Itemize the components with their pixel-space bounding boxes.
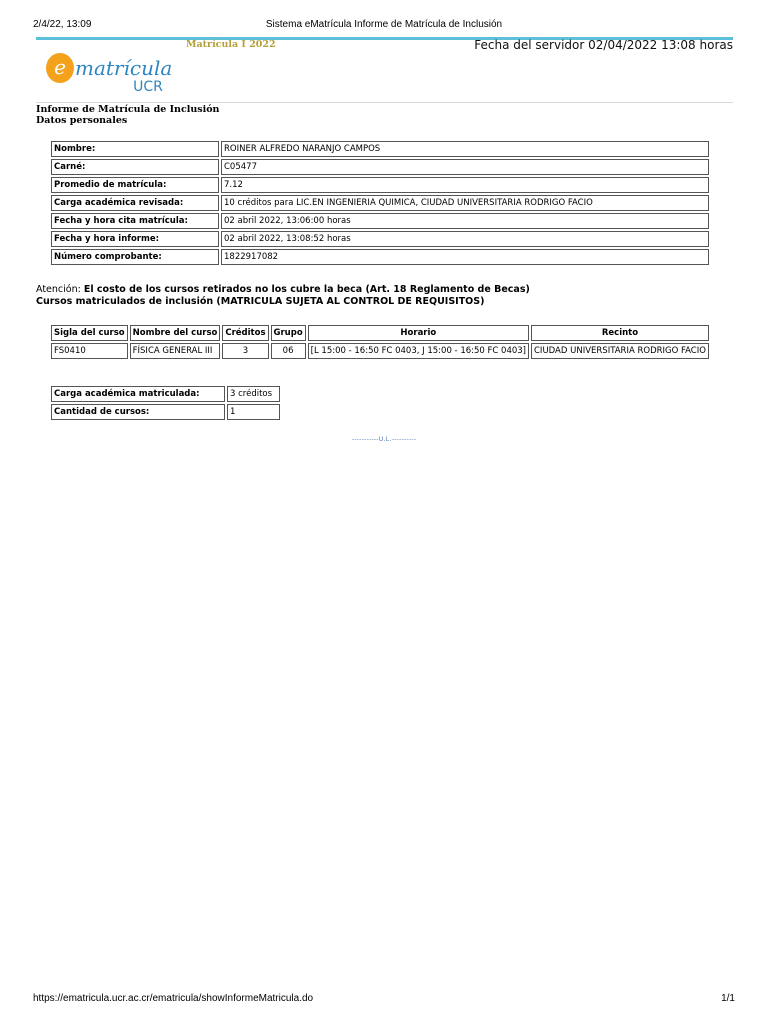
page-number: 1/1 (721, 993, 735, 1004)
course-cell: CIUDAD UNIVERSITARIA RODRIGO FACIO (531, 343, 709, 359)
ematricula-logo (44, 50, 184, 94)
personal-value: 02 abril 2022, 13:06:00 horas (221, 213, 709, 229)
personal-label: Fecha y hora informe: (51, 231, 219, 247)
logo-wordmark: matrícula (75, 56, 173, 80)
personal-row (51, 141, 709, 157)
server-datetime: Fecha del servidor 02/04/2022 13:08 horas (474, 38, 733, 52)
print-title: Sistema eMatrícula Informe de Matrícula de Inclusión (265, 19, 503, 30)
page-url: https://ematricula.ucr.ac.cr/ematricula/showInformeMatricula.do (33, 993, 314, 1004)
personal-label: Carné: (51, 159, 219, 175)
course-column-header: Sigla del curso (51, 325, 128, 341)
courses-heading: Cursos matriculados de inclusión (MATRICULA SUJETA AL CONTROL DE REQUISITOS) (36, 296, 485, 307)
course-column-header: Recinto (531, 325, 709, 341)
svg-text:e: e (54, 55, 66, 79)
personal-data-table (49, 139, 711, 267)
course-column-header: Horario (308, 325, 529, 341)
summary-table (49, 384, 282, 422)
footer-mark: -----------U.L.---------- (351, 436, 417, 443)
personal-value: C05477 (221, 159, 709, 175)
attention-text: El costo de los cursos retirados no los cubre la beca (Art. 18 Reglamento de Becas) (83, 284, 530, 295)
personal-value: 10 créditos para LIC.EN INGENIERIA QUIMICA, CIUDAD UNIVERSITARIA RODRIGO FACIO (221, 195, 709, 211)
course-row (51, 343, 709, 359)
print-datetime: 2/4/22, 13:09 (33, 19, 92, 30)
semester-label: Matrícula I 2022 (186, 39, 276, 50)
summary-value: 1 (227, 404, 280, 420)
summary-label: Carga académica matriculada: (51, 386, 225, 402)
personal-row (51, 231, 709, 247)
course-column-header: Grupo (271, 325, 306, 341)
personal-label: Carga académica revisada: (51, 195, 219, 211)
course-column-header: Nombre del curso (130, 325, 221, 341)
personal-row (51, 177, 709, 193)
summary-value: 3 créditos (227, 386, 280, 402)
summary-row (51, 404, 280, 420)
personal-label: Nombre: (51, 141, 219, 157)
course-cell: FÍSICA GENERAL III (130, 343, 221, 359)
course-cell: [L 15:00 - 16:50 FC 0403, J 15:00 - 16:50 FC 0403] (308, 343, 529, 359)
personal-label: Promedio de matrícula: (51, 177, 219, 193)
logo-ucr: UCR (133, 79, 163, 94)
header-separator (36, 102, 733, 103)
personal-value: 1822917082 (221, 249, 709, 265)
personal-label: Fecha y hora cita matrícula: (51, 213, 219, 229)
course-cell: 3 (222, 343, 268, 359)
personal-row (51, 159, 709, 175)
courses-table (49, 323, 711, 361)
personal-label: Número comprobante: (51, 249, 219, 265)
print-header (0, 0, 768, 30)
personal-row (51, 249, 709, 265)
personal-row (51, 213, 709, 229)
personal-data-heading: Datos personales (36, 115, 128, 126)
attention-label: Atención: (36, 284, 81, 295)
report-headings (36, 104, 219, 126)
report-title: Informe de Matrícula de Inclusión (36, 104, 220, 115)
summary-label: Cantidad de cursos: (51, 404, 225, 420)
personal-row (51, 195, 709, 211)
personal-value: ROINER ALFREDO NARANJO CAMPOS (221, 141, 709, 157)
attention-block (36, 284, 530, 308)
summary-row (51, 386, 280, 402)
personal-value: 02 abril 2022, 13:08:52 horas (221, 231, 709, 247)
course-column-header: Créditos (222, 325, 268, 341)
course-cell: FS0410 (51, 343, 128, 359)
personal-value: 7.12 (221, 177, 709, 193)
course-cell: 06 (271, 343, 306, 359)
